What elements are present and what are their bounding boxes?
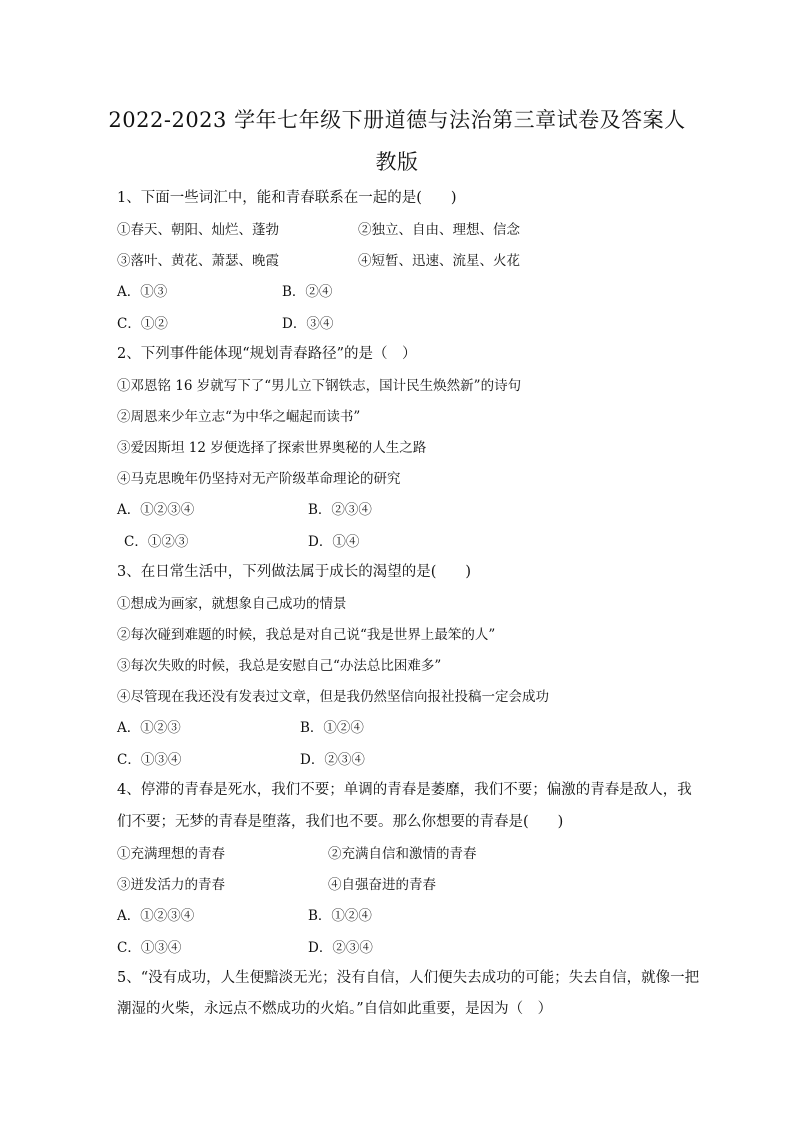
- question-1-option-3: ③落叶、黄花、萧瑟、晚霞: [117, 253, 279, 269]
- question-4-answer-c: C．①③④: [117, 940, 182, 956]
- question-2-item-2: ②周恩来少年立志“为中华之崛起而读书”: [117, 409, 361, 425]
- question-5-stem-line-2: 潮湿的火柴，永远点不燃成功的火焰。”自信如此重要，是因为（ ）: [117, 1001, 553, 1017]
- question-4-option-2: ②充满自信和激情的青春: [328, 846, 477, 862]
- question-2-answer-c: C．①②③: [124, 534, 189, 550]
- question-3-stem: 3、在日常生活中，下列做法属于成长的渴望的是( ): [117, 564, 472, 580]
- question-1-option-4: ④短暂、迅速、流星、火花: [358, 253, 520, 269]
- question-3-answer-d: D．②③④: [300, 752, 365, 768]
- question-4-answer-b: B．①②④: [308, 908, 372, 924]
- question-3-item-4: ④尽管现在我还没有发表过文章，但是我仍然坚信向报社投稿一定会成功: [117, 689, 549, 705]
- question-3-item-2: ②每次碰到难题的时候，我总是对自己说“我是世界上最笨的人”: [117, 627, 496, 643]
- question-4-answer-d: D．②③④: [308, 940, 373, 956]
- question-2-answer-d: D．①④: [308, 534, 360, 550]
- question-4-stem-line-2: 们不要；无梦的青春是堕落，我们也不要。那么你想要的青春是( ): [117, 814, 564, 830]
- question-1-answer-a: A．①③: [117, 284, 168, 300]
- question-4-option-3: ③迸发活力的青春: [117, 877, 225, 893]
- question-4-stem-line-1: 4、停滞的青春是死水，我们不要；单调的青春是萎靡，我们不要；偏激的青春是敌人，我: [117, 782, 692, 798]
- question-2-item-3: ③爱因斯坦 12 岁便选择了探索世界奥秘的人生之路: [117, 440, 427, 456]
- question-1-answer-c: C．①②: [117, 316, 168, 332]
- question-5-stem-line-1: 5、“没有成功，人生便黯淡无光；没有自信，人们便失去成功的可能；失去自信，就像一把: [117, 970, 700, 986]
- question-2-item-4: ④马克思晚年仍坚持对无产阶级革命理论的研究: [117, 471, 401, 487]
- question-4-option-1: ①充满理想的青春: [117, 846, 225, 862]
- question-4-option-4: ④自强奋进的青春: [328, 877, 436, 893]
- question-2-answer-b: B．②③④: [308, 502, 372, 518]
- question-2-stem: 2、下列事件能体现“规划青春路径”的是（ ）: [117, 346, 417, 362]
- question-3-answer-c: C．①③④: [117, 752, 182, 768]
- question-1-stem: 1、下面一些词汇中，能和青春联系在一起的是( ): [117, 190, 457, 206]
- question-4-answer-a: A．①②③④: [117, 908, 195, 924]
- question-3-answer-b: B．①②④: [300, 720, 364, 736]
- question-3-item-1: ①想成为画家，就想象自己成功的情景: [117, 596, 347, 612]
- question-1-option-1: ①春天、朝阳、灿烂、蓬勃: [117, 222, 279, 238]
- document-title-line-2: 教版: [375, 150, 419, 174]
- question-1-answer-d: D．③④: [282, 316, 334, 332]
- question-2-item-1: ①邓恩铭 16 岁就写下了“男儿立下钢铁志，国计民生焕然新”的诗句: [117, 378, 522, 394]
- document-title-line-1: 2022-2023 学年七年级下册道德与法治第三章试卷及答案人: [108, 108, 686, 132]
- question-3-item-3: ③每次失败的时候，我总是安慰自己“办法总比困难多”: [117, 658, 442, 674]
- question-1-answer-b: B．②④: [282, 284, 333, 300]
- question-2-answer-a: A．①②③④: [117, 502, 195, 518]
- question-1-option-2: ②独立、自由、理想、信念: [358, 222, 520, 238]
- question-3-answer-a: A．①②③: [117, 720, 181, 736]
